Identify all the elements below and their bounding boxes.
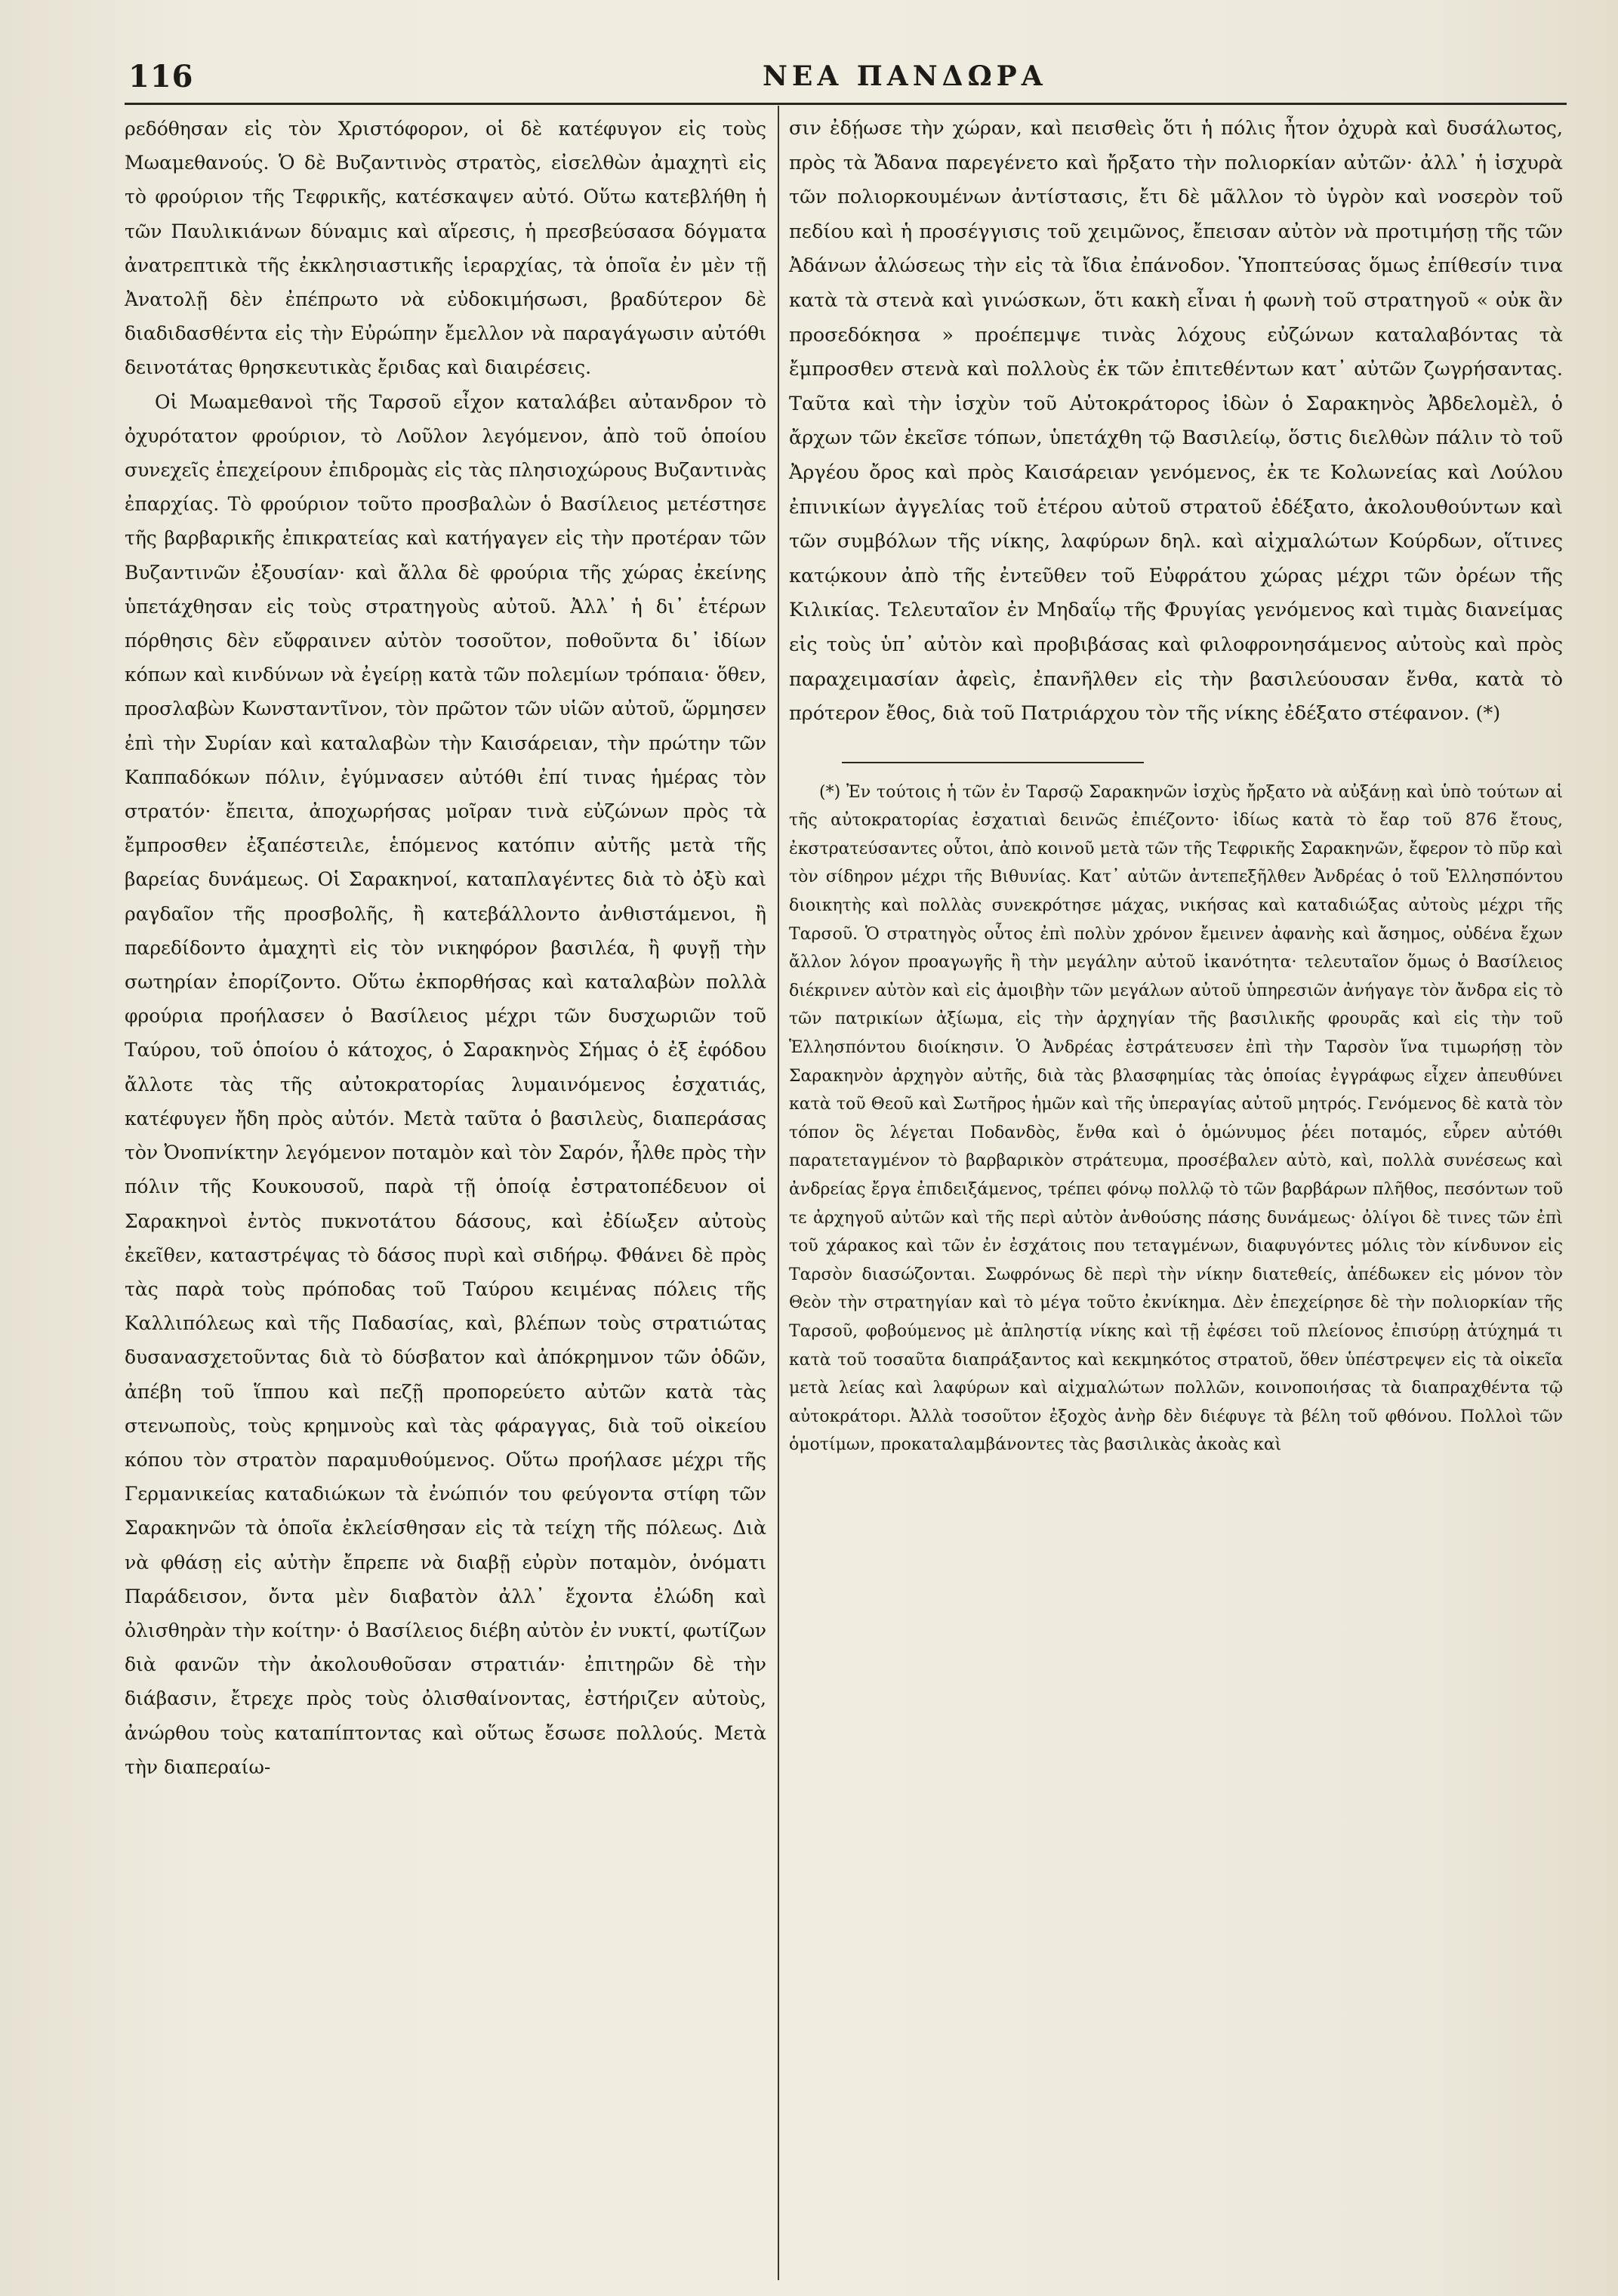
left-column — [125, 112, 766, 1784]
running-head: ΝΕΑ ΠΑΝΔΩΡΑ — [763, 60, 1047, 92]
right-column — [789, 112, 1563, 1459]
footnote-rule — [842, 762, 1144, 763]
right-body — [789, 112, 1563, 732]
footnote — [789, 778, 1563, 1459]
page-number: 116 — [128, 59, 194, 94]
left-paragraph-1: ρεδόθησαν εἰς τὸν Χριστόφορον, οἱ δὲ κατέφυγον εἰς τοὺς Μωαμεθανούς. Ὁ δὲ Βυζαντινὸς στρατὸς, εἰσελθὼν ἀμαχητὶ εἰς τὸ φρούριον τῆς Τεφρικῆς, κατέσκαψεν αὐτό. Οὕτω κατεβλήθη ἡ τῶν Παυλικιάνων δύναμις καὶ αἵρεσις, ἡ πρεσβεύσασα δόγματα ἀνατρεπτικὰ τῆς ἐκκλησιαστικῆς ἱεραρχίας, τὰ ὁποῖα ἐν μὲν τῇ Ἀνατολῇ δὲν ἐπέπρωτο νὰ εὐδοκιμήσωσι, βραδύτερον δὲ διαδιδασθέντα εἰς τὴν Εὐρώπην ἔμελλον νὰ παραγάγωσιν αὐτόθι δεινοτάτας θρησκευτικὰς ἔριδας καὶ διαιρέσεις. — [125, 118, 766, 379]
left-paragraph-2: Οἱ Μωαμεθανοὶ τῆς Ταρσοῦ εἶχον καταλάβει αὐτανδρον τὸ ὀχυρότατον φρούριον, τὸ Λοῦλον λεγόμενον, ἀπὸ τοῦ ὁποίου συνεχεῖς ἐπεχείρουν ἐπιδρομὰς εἰς τὰς πλησιοχώρους Βυζαντινὰς ἐπαρχίας. Τὸ φρούριον τοῦτο προσβαλὼν ὁ Βασίλειος μετέστησε τῆς βαρβαρικῆς ἐπικρατείας καὶ κατήγαγεν εἰς τὴν προτέραν τῶν Βυζαντινῶν ἐξουσίαν· καὶ ἄλλα δὲ φρούρια τῆς χώρας ἐκείνης ὑπετάχθησαν εἰς τοὺς στρατηγοὺς αὐτοῦ. Ἀλλ᾽ ἡ δι᾽ ἑτέρων πόρθησις δὲν εὔφραινεν αὐτὸν τοσοῦτον, ποθοῦντα δι᾽ ἰδίων κόπων καὶ κινδύνων νὰ ἐγείρῃ κατὰ τῶν πολεμίων τρόπαια· ὅθεν, προσλαβὼν Κωνσταντῖνον, τὸν πρῶτον τῶν υἱῶν αὐτοῦ, ὥρμησεν ἐπὶ τὴν Συρίαν καὶ καταλαβὼν τὴν Καισάρειαν, τὴν πρώτην τῶν Καππαδόκων πόλιν, ἐγύμνασεν αὐτόθι ἐπί τινας ἡμέρας τὸν στρατόν· ἔπειτα, ἀποχωρήσας μοῖραν τινὰ εὐζώνων πρὸς τὰ ἔμπροσθεν ἐξαπέστειλε, ἑπόμενος κατόπιν αὐτῆς μετὰ τῆς βαρείας δυνάμεως. Οἱ Σαρακηνοί, καταπλαγέντες διὰ τὸ ὀξὺ καὶ ραγδαῖον τῆς προσβολῆς, ἢ κατεβάλλοντο ἀνθιστάμενοι, ἢ παρεδίδοντο ἀμαχητὶ εἰς τὸν νικηφόρον βασιλέα, ἢ φυγῇ τὴν σωτηρίαν ἐπορίζοντο. Οὕτω ἐκπορθήσας καὶ καταλαβὼν πολλὰ φρούρια προήλασεν ὁ Βασίλειος μέχρι τῶν δυσχωριῶν τοῦ Ταύρου, τοῦ ὁποίου ὁ κάτοχος, ὁ Σαρακηνὸς Σήμας ὁ ἐξ ἐφόδου ἄλλοτε τὰς τῆς αὐτοκρατορίας λυμαινόμενος ἐσχατιάς, κατέφυγεν ἤδη πρὸς αὐτόν. Μετὰ ταῦτα ὁ βασιλεὺς, διαπεράσας τὸν Ὀνοπνίκτην λεγόμενον ποταμὸν καὶ τὸν Σαρόν, ἦλθε πρὸς τὴν πόλιν τῆς Κουκουσοῦ, παρὰ τῇ ὁποίᾳ ἐστρατοπέδευον οἱ Σαρακηνοὶ ἐντὸς πυκνοτάτου δάσους, καὶ ἐδίωξεν αὐτοὺς ἐκεῖθεν, καταστρέψας τὸ δάσος πυρὶ καὶ σιδήρῳ. Φθάνει δὲ πρὸς τὰς παρὰ τοὺς πρόποδας τοῦ Ταύρου κειμένας πόλεις τῆς Καλλιπόλεως καὶ τῆς Παδασίας, καὶ, βλέπων τοὺς στρατιώτας δυσανασχετοῦντας διὰ τὸ δύσβατον καὶ ἀπόκρημνον τῶν ὁδῶν, ἀπέβη τοῦ ἵππου καὶ πεζῇ προπορεύετο αὐτῶν κατὰ τὰς στενωποὺς, τοὺς κρημνοὺς καὶ τὰς φάραγγας, διὰ τοῦ οἰκείου κόπου τὸν στρατὸν παραμυθούμενος. Οὕτω προήλασε μέχρι τῆς Γερμανικείας καταδιώκων τὰ ἐνώπιόν του φεύγοντα στίφη τῶν Σαρακηνῶν τὰ ὁποῖα ἐκλείσθησαν εἰς τὰ τείχη τῆς πόλεως. Διὰ νὰ φθάσῃ εἰς αὐτὴν ἔπρεπε νὰ διαβῇ εὐρὺν ποταμὸν, ὀνόματι Παράδεισον, ὄντα μὲν διαβατὸν ἀλλ᾽ ἔχοντα ἐλώδη καὶ ὀλισθηρὰν τὴν κοίτην· ὁ Βασίλειος διέβη αὐτὸν ἐν νυκτί, φωτίζων διὰ φανῶν τὴν ἀκολουθοῦσαν στρατιάν· ἐπιτηρῶν δὲ τὴν διάβασιν, ἔτρεχε πρὸς τοὺς ὀλισθαίνοντας, ἐστήριζεν αὐτοὺς, ἀνώρθου τοὺς καταπίπτοντας καὶ οὕτως ἔσωσε πολλούς. Μετὰ τὴν διαπεραίω- — [125, 390, 766, 1778]
right-paragraph-1: σιν ἐδῄωσε τὴν χώραν, καὶ πεισθεὶς ὅτι ἡ πόλις ἦτον ὀχυρὰ καὶ δυσάλωτος, πρὸς τὰ Ἄδανα παρεγένετο καὶ ἤρξατο τὴν πολιορκίαν αὐτῶν· ἀλλ᾽ ἡ ἰσχυρὰ τῶν πολιορκουμένων ἀντίστασις, ἔτι δὲ μᾶλλον τὸ ὑγρὸν καὶ νοσερὸν τοῦ πεδίου καὶ ἡ προσέγγισις τοῦ χειμῶνος, ἔπεισαν αὐτὸν νὰ προτιμήσῃ τῆς τῶν Ἀδάνων ἁλώσεως τὴν εἰς τὰ ἴδια ἐπάνοδον. Ὑποπτεύσας ὅμως ἐπίθεσίν τινα κατὰ τὰ στενὰ καὶ γινώσκων, ὅτι κακὴ εἶναι ἡ φωνὴ τοῦ στρατηγοῦ « οὐκ ἂν προσεδόκησα » προέπεμψε τινὰς λόχους εὐζώνων καταλαβόντας τὰ ἔμπροσθεν στενὰ καὶ πολλοὺς ἐκ τῶν ἐπιτεθέντων κατ᾽ αὐτῶν ζωγρήσαντας. Ταῦτα καὶ τὴν ἰσχὺν τοῦ Αὐτοκράτορος ἰδὼν ὁ Σαρακηνὸς Ἀβδελομὲλ, ὁ ἄρχων τῶν ἐκεῖσε τόπων, ὑπετάχθη τῷ Βασιλείῳ, ὅστις διελθὼν πάλιν τὸ τοῦ Ἀργέου ὄρος καὶ πρὸς Καισάρειαν γενόμενος, ἐκ τε Κολωνείας καὶ Λούλου ἐπινικίων ἀγγελίας τοῦ ἑτέρου αὐτοῦ στρατοῦ ἐδέξατο, ἀκολουθούντων καὶ τῶν συμβόλων τῆς νίκης, λαφύρων δηλ. καὶ αἰχμαλώτων Κούρδων, οἵτινες κατῴκουν ἀπὸ τῆς ἐντεῦθεν τοῦ Εὐφράτου χώρας μέχρι τῶν ὀρέων τῆς Κιλικίας. Τελευταῖον ἐν Μηδαΐῳ τῆς Φρυγίας γενόμενος καὶ τιμὰς διανείμας εἰς τοὺς ὑπ᾽ αὐτὸν καὶ προβιβάσας καὶ φιλοφρονησάμενος αὐτοὺς καὶ πρὸς παραχειμασίαν ἀφεὶς, ἐπανῆλθεν εἰς τὴν βασιλεύουσαν ἔνθα, κατὰ τὸ πρότερον ἔθος, διὰ τοῦ Πατριάρχου τὸν τῆς νίκης ἐδέξατο στέφανον. (*) — [789, 117, 1563, 726]
header-rule — [125, 103, 1567, 105]
page-header — [128, 59, 1563, 104]
footnote-text: (*) Ἐν τούτοις ἡ τῶν ἐν Ταρσῷ Σαρακηνῶν ἰσχὺς ἤρξατο νὰ αὐξάνῃ καὶ ὑπὸ τούτων αἱ τῆς αὐτοκρατορίας ἐσχατιαὶ δεινῶς ἐπιέζοντο· ἰδίως κατὰ τὸ ἔαρ τοῦ 876 ἔτους, ἐκστρατεύσαντες οὗτοι, ἀπὸ κοινοῦ μετὰ τῶν τῆς Τεφρικῆς Σαρακηνῶν, ἔφερον τὸ πῦρ καὶ τὸν σίδηρον μέχρι τῆς Βιθυνίας. Κατ᾽ αὐτῶν ἀντεπεξῆλθεν Ἀνδρέας ὁ τοῦ Ἑλλησπόντου διοικητὴς καὶ πολλὰς συνεκρότησε μάχας, νικήσας καὶ καταδιώξας αὐτοὺς μέχρι τῆς Ταρσοῦ. Ὁ στρατηγὸς οὗτος ἐπὶ πολὺν χρόνον ἔμεινεν ἀφανὴς καὶ ἄσημος, οὐδένα ἔχων ἄλλον λόγον προαγωγῆς ἢ τὴν μεγάλην αὐτοῦ ἱκανότητα· τελευταῖον ὅμως ὁ Βασίλειος διέκρινεν αὐτὸν καὶ εἰς ἀμοιβὴν τῶν μεγάλων αὐτοῦ ὑπηρεσιῶν ἀνήγαγε τὸν ἄνδρα εἰς τὸ τῶν πατρικίων ἀξίωμα, εἰς τὴν ἀρχηγίαν τῆς βασιλικῆς φρουρᾶς καὶ εἰς τὴν τοῦ Ἑλλησπόντου διοίκησιν. Ὁ Ἀνδρέας ἐστράτευσεν ἐπὶ τὴν Ταρσὸν ἵνα τιμωρήσῃ τὸν Σαρακηνὸν ἀρχηγὸν αὐτῆς, διὰ τὰς βλασφημίας τὰς ὁποίας ἐγγράφως εἶχεν ἀπευθύνει κατὰ τοῦ Θεοῦ καὶ Σωτῆρος ἡμῶν καὶ τῆς ὑπεραγίας αὐτοῦ μητρός. Γενόμενος δὲ κατὰ τὸν τόπον ὃς λέγεται Ποδανδὸς, ἔνθα καὶ ὁ ὁμώνυμος ῥέει ποταμός, εὗρεν αὐτόθι παρατεταγμένον τὸ βαρβαρικὸν στράτευμα, προσέβαλεν αὐτὸ, καὶ, πολλὰ συνέσεως καὶ ἀνδρείας ἔργα ἐπιδειξάμενος, τρέπει φόνῳ πολλῷ τὸ τῶν βαρβάρων πλῆθος, πεσόντων τοῦ τε ἀρχηγοῦ αὐτῶν καὶ τῆς περὶ αὐτὸν ἀνθούσης πάσης δυνάμεως· ὀλίγοι δὲ τινες τῶν ἐπὶ τοῦ χάρακος καὶ τῶν ἐν ἐσχάτοις που τεταγμένων, διαφυγόντες μόλις τὸν κίνδυνον εἰς Ταρσὸν διασώζονται. Σωφρόνως δὲ περὶ τὴν νίκην διατεθείς, ἀπέδωκεν εἰς μόνον τὸν Θεὸν τὴν στρατηγίαν καὶ τὸ μέγα τοῦτο ἐκνίκημα. Δὲν ἐπεχείρησε δὲ τὴν πολιορκίαν τῆς Ταρσοῦ, φοβούμενος μὲ ἀπληστίᾳ νίκης καὶ τῇ ἐφέσει τοῦ πλείονος ἐπισύρῃ ἀτύχημά τι κατὰ τοῦ τοσαῦτα διαπράξαντος καὶ κεκμηκότος στρατοῦ, ὅθεν ὑπέστρεψεν εἰς τὰ οἰκεῖα μετὰ λείας καὶ λαφύρων καὶ αἰχμαλώτων πολλῶν, κοινοποιήσας τὰ διαπραχθέντα τῷ αὐτοκράτορι. Ἀλλὰ τοσοῦτον ἐξοχὸς ἀνὴρ δὲν διέφυγε τὰ βέλη τοῦ φθόνου. Πολλοὶ τῶν ὁμοτίμων, προκαταλαμβάνοντες τὰς βασιλικὰς ἀκοὰς καὶ — [789, 782, 1563, 1455]
column-divider — [778, 106, 779, 2280]
